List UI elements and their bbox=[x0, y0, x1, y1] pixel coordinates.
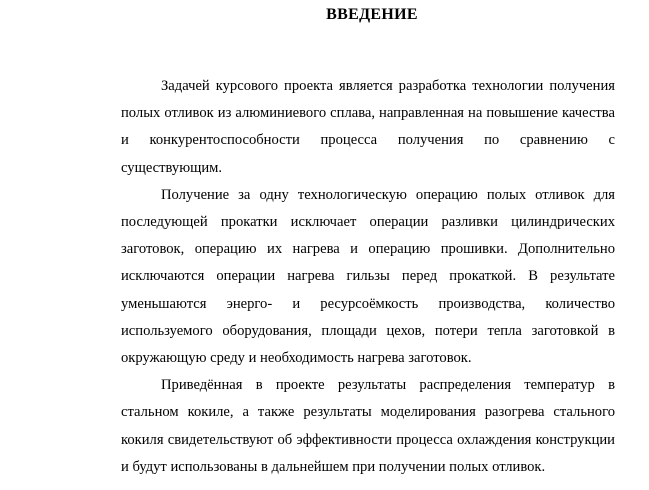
text-line: кокиля свидетельствуют об эффективности процесса охлаждения конструкции bbox=[121, 431, 615, 448]
text-line: и конкурентоспособности процесса получения по сравнению с bbox=[121, 132, 615, 149]
text-line: стальном кокиле, а также результаты моделирования разогрева стального bbox=[121, 404, 615, 421]
text-line: последующей прокатки исключает операции разливки цилиндрических bbox=[121, 214, 615, 231]
text-line: используемого оборудования, площади цехов, потери тепла заготовкой в bbox=[121, 322, 615, 339]
text-line: Задачей курсового проекта является разработка технологии получения bbox=[161, 78, 615, 94]
paragraph-1 bbox=[81, 73, 615, 182]
text-line: Приведённая в проекте результаты распределения температур в bbox=[161, 377, 615, 394]
text-line: полых отливок из алюминиевого сплава, направленная на повышение качества bbox=[121, 105, 615, 122]
text-line: окружающую среду и необходимость нагрева заготовок. bbox=[121, 350, 472, 367]
text-line: существующим. bbox=[121, 159, 223, 176]
document-body bbox=[81, 73, 615, 481]
text-line: уменьшаются энерго- и ресурсоёмкость производства, количество bbox=[121, 295, 615, 312]
text-line: исключаются операции нагрева гильзы перед прокаткой. В результате bbox=[121, 268, 615, 285]
text-line: заготовок, операцию их нагрева и операцию прошивки. Дополнительно bbox=[121, 241, 615, 258]
paragraph-3 bbox=[81, 372, 615, 481]
text-line: и будут использованы в дальнейшем при получении полых отливок. bbox=[121, 458, 546, 475]
text-line: Получение за одну технологическую операцию полых отливок для bbox=[161, 186, 615, 203]
paragraph-2 bbox=[81, 182, 615, 372]
page-title: ВВЕДЕНИЕ bbox=[326, 6, 418, 23]
